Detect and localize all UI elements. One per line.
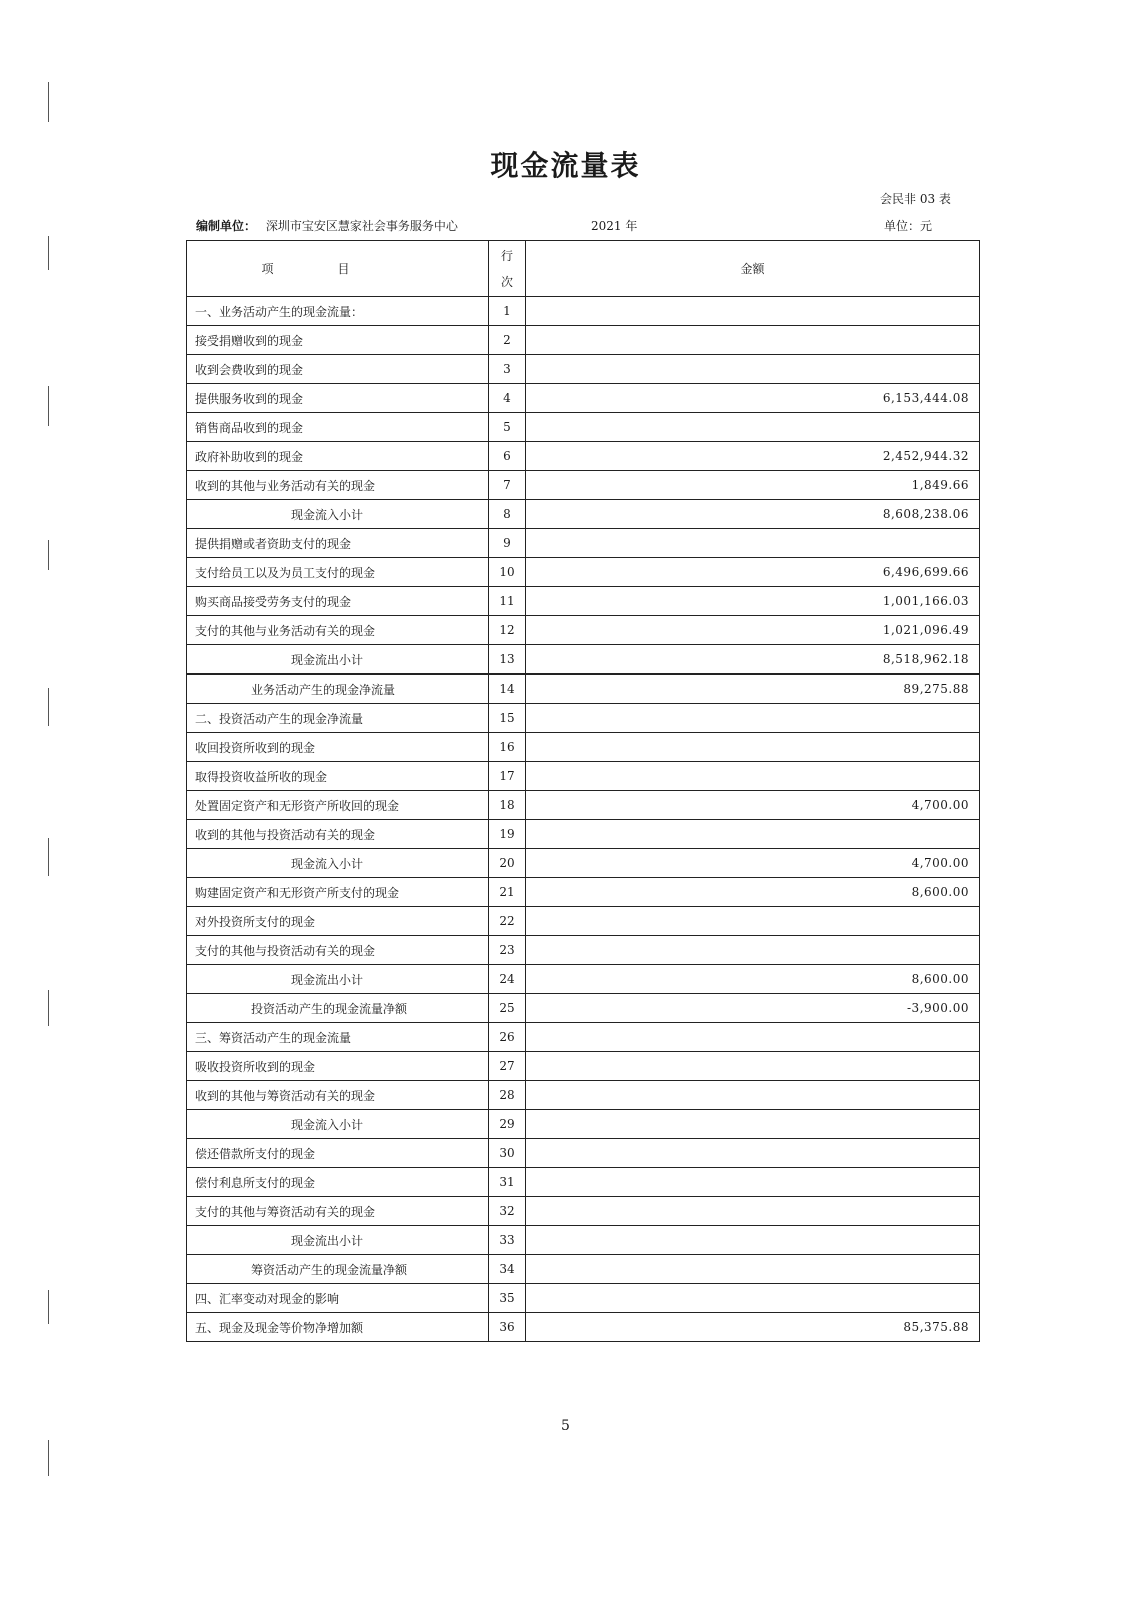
row-item-label: 收回投资所收到的现金 xyxy=(187,733,489,762)
row-item-label: 购建固定资产和无形资产所支付的现金 xyxy=(187,878,489,907)
table-row xyxy=(187,355,980,384)
table-row xyxy=(187,1110,980,1139)
column-header-line-bottom: 次 xyxy=(500,274,513,289)
row-line-number: 33 xyxy=(489,1226,526,1255)
table-row xyxy=(187,1052,980,1081)
table-row xyxy=(187,849,980,878)
table-row xyxy=(187,762,980,791)
row-amount xyxy=(526,733,980,762)
table-row xyxy=(187,733,980,762)
row-amount: 8,608,238.06 xyxy=(526,500,980,529)
row-item-label: 一、业务活动产生的现金流量： xyxy=(187,297,489,326)
row-line-number: 18 xyxy=(489,791,526,820)
table-row xyxy=(187,529,980,558)
scan-mark xyxy=(48,838,49,876)
table-row xyxy=(187,558,980,587)
document-title: 现金流量表 xyxy=(490,149,641,182)
row-amount: 1,849.66 xyxy=(526,471,980,500)
scan-mark xyxy=(48,386,49,426)
row-amount: 2,452,944.32 xyxy=(526,442,980,471)
row-item-label: 收到的其他与筹资活动有关的现金 xyxy=(187,1081,489,1110)
row-item-label: 取得投资收益所收的现金 xyxy=(187,762,489,791)
row-amount xyxy=(526,936,980,965)
row-line-number: 1 xyxy=(489,297,526,326)
table-row xyxy=(187,326,980,355)
row-line-number: 32 xyxy=(489,1197,526,1226)
row-amount: 1,021,096.49 xyxy=(526,616,980,645)
row-amount xyxy=(526,1081,980,1110)
row-item-label: 现金流出小计 xyxy=(187,965,489,994)
row-amount: 6,496,699.66 xyxy=(526,558,980,587)
row-item-label: 吸收投资所收到的现金 xyxy=(187,1052,489,1081)
row-item-label: 处置固定资产和无形资产所收回的现金 xyxy=(187,791,489,820)
organization-label: 编制单位： xyxy=(196,219,257,233)
table-row xyxy=(187,297,980,326)
row-item-label: 现金流入小计 xyxy=(187,500,489,529)
row-amount xyxy=(526,1226,980,1255)
row-line-number: 5 xyxy=(489,413,526,442)
scan-mark xyxy=(48,1440,49,1476)
table-row xyxy=(187,413,980,442)
table-row xyxy=(187,1284,980,1313)
row-line-number: 24 xyxy=(489,965,526,994)
row-line-number: 35 xyxy=(489,1284,526,1313)
row-item-label: 五、现金及现金等价物净增加额 xyxy=(187,1313,489,1342)
scan-mark xyxy=(48,82,49,122)
row-item-label: 销售商品收到的现金 xyxy=(187,413,489,442)
row-item-label: 提供服务收到的现金 xyxy=(187,384,489,413)
row-amount xyxy=(526,762,980,791)
table-row xyxy=(187,820,980,849)
row-amount: 1,001,166.03 xyxy=(526,587,980,616)
row-amount: 4,700.00 xyxy=(526,849,980,878)
row-line-number: 21 xyxy=(489,878,526,907)
organization-name: 深圳市宝安区慧家社会事务服务中心 xyxy=(265,219,458,233)
row-line-number: 30 xyxy=(489,1139,526,1168)
table-row xyxy=(187,1313,980,1342)
table-row xyxy=(187,384,980,413)
column-header-line xyxy=(489,241,526,297)
row-item-label: 偿还借款所支付的现金 xyxy=(187,1139,489,1168)
row-line-number: 23 xyxy=(489,936,526,965)
row-amount xyxy=(526,907,980,936)
row-line-number: 29 xyxy=(489,1110,526,1139)
row-item-label: 支付的其他与投资活动有关的现金 xyxy=(187,936,489,965)
row-item-label: 三、筹资活动产生的现金流量 xyxy=(187,1023,489,1052)
table-row xyxy=(187,936,980,965)
row-amount xyxy=(526,1284,980,1313)
scan-mark xyxy=(48,236,49,270)
row-amount xyxy=(526,1139,980,1168)
row-amount: 6,153,444.08 xyxy=(526,384,980,413)
row-line-number: 19 xyxy=(489,820,526,849)
row-item-label: 收到会费收到的现金 xyxy=(187,355,489,384)
row-amount: 8,600.00 xyxy=(526,878,980,907)
column-header-item: 项目 xyxy=(187,241,489,297)
row-amount xyxy=(526,1168,980,1197)
row-line-number: 3 xyxy=(489,355,526,384)
row-line-number: 7 xyxy=(489,471,526,500)
row-item-label: 业务活动产生的现金净流量 xyxy=(187,674,489,704)
row-amount xyxy=(526,355,980,384)
row-item-label: 二、投资活动产生的现金净流量 xyxy=(187,704,489,733)
table-row xyxy=(187,965,980,994)
row-line-number: 17 xyxy=(489,762,526,791)
row-item-label: 支付的其他与筹资活动有关的现金 xyxy=(187,1197,489,1226)
table-row xyxy=(187,442,980,471)
table-row xyxy=(187,616,980,645)
row-amount: 4,700.00 xyxy=(526,791,980,820)
table-row xyxy=(187,587,980,616)
row-line-number: 26 xyxy=(489,1023,526,1052)
row-amount: 89,275.88 xyxy=(526,674,980,704)
table-row xyxy=(187,704,980,733)
table-header-row xyxy=(187,241,980,297)
row-line-number: 16 xyxy=(489,733,526,762)
row-item-label: 四、汇率变动对现金的影响 xyxy=(187,1284,489,1313)
row-line-number: 10 xyxy=(489,558,526,587)
row-line-number: 12 xyxy=(489,616,526,645)
row-amount xyxy=(526,529,980,558)
row-item-label: 收到的其他与投资活动有关的现金 xyxy=(187,820,489,849)
row-amount xyxy=(526,820,980,849)
table-row xyxy=(187,1081,980,1110)
row-item-label: 现金流入小计 xyxy=(187,1110,489,1139)
table-row xyxy=(187,500,980,529)
table-row xyxy=(187,1139,980,1168)
table-row xyxy=(187,645,980,675)
form-code: 会民非 03 表 xyxy=(880,192,951,206)
table-row xyxy=(187,1023,980,1052)
row-amount xyxy=(526,1110,980,1139)
row-line-number: 8 xyxy=(489,500,526,529)
row-item-label: 接受捐赠收到的现金 xyxy=(187,326,489,355)
table-row xyxy=(187,994,980,1023)
row-line-number: 4 xyxy=(489,384,526,413)
table-row xyxy=(187,1255,980,1284)
row-line-number: 15 xyxy=(489,704,526,733)
row-amount xyxy=(526,297,980,326)
row-amount xyxy=(526,1052,980,1081)
table-row xyxy=(187,791,980,820)
table-row xyxy=(187,674,980,704)
row-item-label: 支付给员工以及为员工支付的现金 xyxy=(187,558,489,587)
row-item-label: 现金流出小计 xyxy=(187,1226,489,1255)
row-line-number: 31 xyxy=(489,1168,526,1197)
row-amount: 8,518,962.18 xyxy=(526,645,980,675)
row-line-number: 36 xyxy=(489,1313,526,1342)
row-amount xyxy=(526,1255,980,1284)
row-amount xyxy=(526,1023,980,1052)
scan-mark xyxy=(48,540,49,570)
row-line-number: 27 xyxy=(489,1052,526,1081)
row-item-label: 偿付利息所支付的现金 xyxy=(187,1168,489,1197)
page-number: 5 xyxy=(561,1418,570,1434)
row-line-number: 13 xyxy=(489,645,526,675)
row-item-label: 筹资活动产生的现金流量净额 xyxy=(187,1255,489,1284)
row-amount: 85,375.88 xyxy=(526,1313,980,1342)
row-line-number: 22 xyxy=(489,907,526,936)
row-line-number: 34 xyxy=(489,1255,526,1284)
report-year: 2021 年 xyxy=(591,219,638,233)
row-line-number: 25 xyxy=(489,994,526,1023)
table-row xyxy=(187,878,980,907)
table-row xyxy=(187,1168,980,1197)
row-line-number: 28 xyxy=(489,1081,526,1110)
row-line-number: 2 xyxy=(489,326,526,355)
row-item-label: 收到的其他与业务活动有关的现金 xyxy=(187,471,489,500)
table-row xyxy=(187,1197,980,1226)
row-amount xyxy=(526,413,980,442)
row-line-number: 20 xyxy=(489,849,526,878)
row-item-label: 提供捐赠或者资助支付的现金 xyxy=(187,529,489,558)
column-header-line-top: 行 xyxy=(500,248,513,263)
row-item-label: 现金流入小计 xyxy=(187,849,489,878)
row-amount xyxy=(526,1197,980,1226)
row-line-number: 14 xyxy=(489,674,526,704)
row-amount xyxy=(526,326,980,355)
scan-mark xyxy=(48,990,49,1026)
row-amount xyxy=(526,704,980,733)
organization-line xyxy=(196,217,458,234)
row-item-label: 支付的其他与业务活动有关的现金 xyxy=(187,616,489,645)
cash-flow-table xyxy=(186,240,980,1342)
table-row xyxy=(187,471,980,500)
currency-unit: 单位：元 xyxy=(884,219,933,233)
row-item-label: 投资活动产生的现金流量净额 xyxy=(187,994,489,1023)
table-row xyxy=(187,907,980,936)
row-amount: 8,600.00 xyxy=(526,965,980,994)
column-header-amount: 金额 xyxy=(526,241,980,297)
row-line-number: 6 xyxy=(489,442,526,471)
row-line-number: 11 xyxy=(489,587,526,616)
row-item-label: 现金流出小计 xyxy=(187,645,489,675)
scan-mark xyxy=(48,688,49,726)
row-item-label: 对外投资所支付的现金 xyxy=(187,907,489,936)
row-line-number: 9 xyxy=(489,529,526,558)
row-item-label: 政府补助收到的现金 xyxy=(187,442,489,471)
table-row xyxy=(187,1226,980,1255)
row-amount: -3,900.00 xyxy=(526,994,980,1023)
scan-mark xyxy=(48,1290,49,1324)
row-item-label: 购买商品接受劳务支付的现金 xyxy=(187,587,489,616)
